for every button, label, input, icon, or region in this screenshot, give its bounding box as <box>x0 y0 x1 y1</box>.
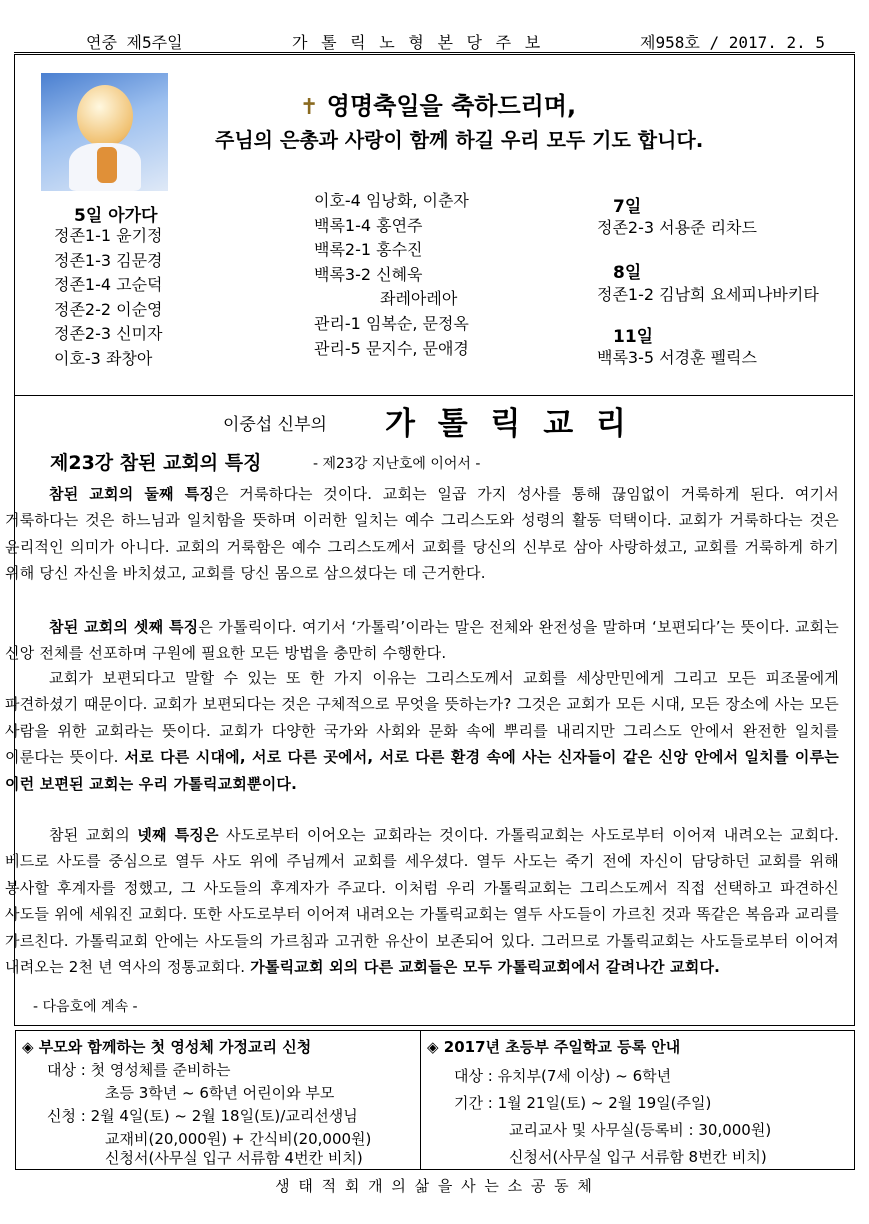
doctrine-author: 이중섭 신부의 <box>223 415 327 435</box>
paragraph-2: 참된 교회의 셋째 특징은 가톨릭이다. 여기서 ‘가톨릭’이라는 말은 전체와 완전성을 말하며 ‘보편되다’는 뜻이다. 교회는 신앙 전체를 선포하며 구원에 필요한 모든 방법을 충만히 수행한다. <box>5 618 839 663</box>
day7-entry: 정존2-3 서용준 리차드 <box>597 218 757 237</box>
lecture-title: 제23강 참된 교회의 특징 <box>50 452 262 474</box>
header-issue: 제958호 / 2017. 2. 5 <box>640 33 826 52</box>
header-bulletin-title: 가 톨 릭 노 형 본 당 주 보 <box>292 33 543 52</box>
header-sunday: 연중 제5주일 <box>86 33 183 52</box>
header-rule <box>14 52 855 53</box>
cross-icon: ✝ <box>300 95 319 120</box>
continued-note: - 다음호에 계속 - <box>33 999 138 1015</box>
notice-line: 신청서(사무실 입구 서류함 4번칸 비치) <box>105 1149 363 1167</box>
section-rule <box>15 395 853 396</box>
doctrine-title: 가 톨 릭 교 리 <box>385 406 632 442</box>
day11-label: 11일 <box>613 327 654 347</box>
angel-image <box>41 73 168 191</box>
lecture-note: - 제23강 지난호에 이어서 - <box>313 456 481 472</box>
footer-motto: 생 태 적 회 개 의 삶 을 사 는 소 공 동 체 <box>275 1177 594 1195</box>
list-item: 이호-4 임낭화, 이춘자 <box>314 191 469 210</box>
day8-entry: 정존1-2 김남희 요세피나바키타 <box>597 285 819 304</box>
birthday-title: ✝ 영명축일을 축하드리며, <box>300 92 577 120</box>
notice-line: 기간 : 1월 21일(토) ~ 2월 19일(주일) <box>454 1094 712 1112</box>
list-item: 정존1-3 김문경 <box>54 250 163 270</box>
list-item: 정존1-4 고순덕 <box>54 275 163 295</box>
list-item: 이호-3 좌창아 <box>54 348 153 368</box>
notice-first-communion <box>15 1030 421 1170</box>
paragraph-4: 참된 교회의 넷째 특징은 사도로부터 이어오는 교회라는 것이다. 가톨릭교회는 사도로부터 이어져 내려오는 교회다. 베드로 사도를 중심으로 열두 사도 위에 주님께서 교회를 세우셨다. 열두 사도는 죽기 전에 자신이 담당하던 교회를 위해 봉사할 후계자를 정했고, 그 사도들의 후계자가 주교다. 이처럼 우리 가톨릭교회는 그리스도께서 직접 선택하고 파견하신 사도들 위에 세워진 교회다. 또한 사도로부터 이어져 내려오는 가톨릭교회는 열두 사도들이 가르친 것과 똑같은 복음과 교리를 가르친다. 가톨릭교회 안에는 사도들의 가르침과 고귀한 유산이 보존되어 있다. 그러므로 가톨릭교회는 사도들로부터 이어져 내려오는 2천 년 역사의 정통교회다. 가톨릭교회 외의 다른 교회들은 모두 가톨릭교회에서 갈려나간 교회다. <box>5 826 839 977</box>
list-item: 백록2-1 홍수진 <box>314 240 423 260</box>
notice-sunday-school <box>420 1030 855 1170</box>
notice-title: ◈ 2017년 초등부 주일학교 등록 안내 <box>427 1038 681 1056</box>
notice-line: 대상 : 유치부(7세 이상) ~ 6학년 <box>454 1067 672 1085</box>
list-item: 백록1-4 홍연주 <box>314 215 423 235</box>
list-item: 정존2-3 신미자 <box>54 324 163 344</box>
list-item: 정존2-2 이순영 <box>54 299 163 319</box>
day11-entry: 백록3-5 서경훈 펠릭스 <box>597 348 757 367</box>
notice-line: 교리교사 및 사무실(등록비 : 30,000원) <box>509 1121 772 1139</box>
notice-line: 교재비(20,000원) + 간식비(20,000원) <box>105 1130 372 1148</box>
birthday-col1 <box>54 224 163 372</box>
day5-label: 5일 아가다 <box>74 206 158 226</box>
birthday-col2 <box>314 189 469 361</box>
list-item: 관리-1 임복순, 문정옥 <box>314 313 469 333</box>
notice-line: 신청서(사무실 입구 서류함 8번칸 비치) <box>509 1148 767 1166</box>
list-item: 좌레아레아 <box>380 289 458 309</box>
list-item: 백록3-2 신혜욱 <box>314 264 423 284</box>
day8-label: 8일 <box>613 263 642 283</box>
paragraph-3: 교회가 보편되다고 말할 수 있는 또 한 가지 이유는 그리스도께서 교회를 세상만민에게 그리고 모든 피조물에게 파견하셨기 때문이다. 교회가 보편되다는 것은 구체적으로 무엇을 뜻하는가? 그것은 교회가 모든 시대, 모든 장소에 사는 모든 사람을 위한 교회라는 뜻이다. 교회가 다양한 국가와 사회와 문화 속에 뿌리를 내리지만 그리스도 안에서 완전한 일치를 이룬다는 뜻이다. 서로 다른 시대에, 서로 다른 곳에서, 서로 다른 환경 속에 사는 신자들이 같은 신앙 안에서 일치를 이루는 이런 보편된 교회는 우리 가톨릭교회뿐이다. <box>5 669 839 793</box>
notice-line: 대상 : 첫 영성체를 준비하는 <box>47 1061 231 1079</box>
list-item: 정존1-1 윤기정 <box>54 226 163 245</box>
notice-line: 신청 : 2월 4일(토) ~ 2월 18일(토)/교리선생님 <box>47 1107 358 1125</box>
paragraph-1: 참된 교회의 둘째 특징은 거룩하다는 것이다. 교회는 일곱 가지 성사를 통해 끊임없이 거룩하게 된다. 여기서 거룩하다는 것은 하느님과 일치함을 뜻하며 이러한 일치는 예수 그리스도와 성령의 활동 덕택이다. 교회가 거룩하다는 것은 윤리적인 의미가 아니다. 교회의 거룩함은 예수 그리스도께서 교회를 당신의 신부로 삼아 사랑하셨고, 교회를 거룩하게 하기 위해 당신 자신을 바치셨고, 교회를 당신 몸으로 삼으셨다는 데 근거한다. <box>5 485 839 583</box>
day7-label: 7일 <box>613 197 642 217</box>
list-item: 관리-5 문지수, 문애경 <box>314 338 469 358</box>
notice-title: ◈ 부모와 함께하는 첫 영성체 가정교리 신청 <box>22 1038 312 1056</box>
birthday-subtitle: 주님의 은총과 사랑이 함께 하길 우리 모두 기도 합니다. <box>215 128 704 152</box>
notice-line: 초등 3학년 ~ 6학년 어린이와 부모 <box>105 1084 335 1102</box>
